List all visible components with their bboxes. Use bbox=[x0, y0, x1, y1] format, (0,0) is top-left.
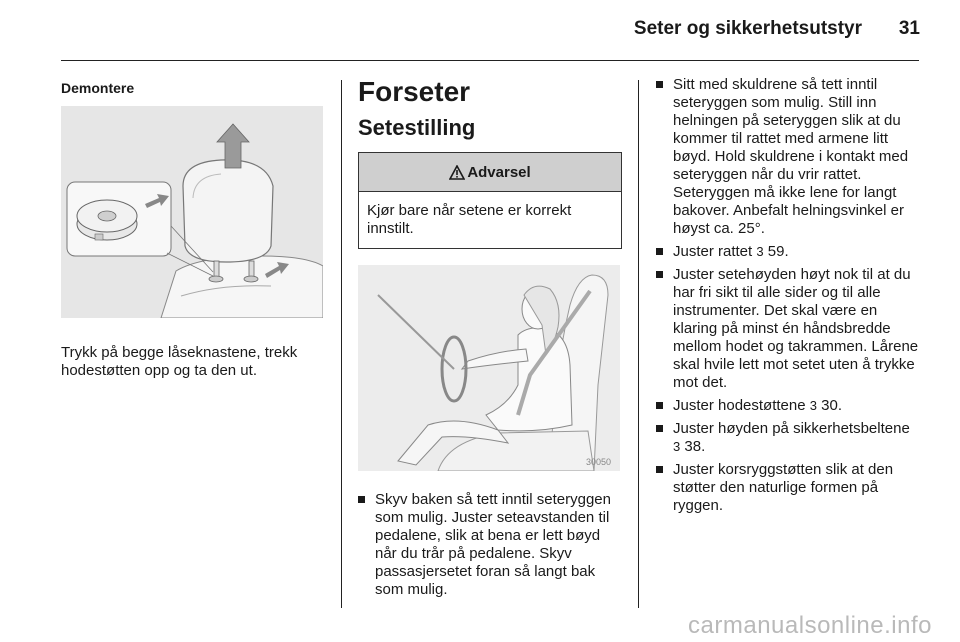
demontere-heading: Demontere bbox=[61, 80, 135, 96]
warning-header bbox=[359, 153, 621, 192]
page-reference[interactable]: 30. bbox=[821, 397, 843, 414]
right-bullet-list bbox=[656, 76, 920, 515]
header-title: Seter og sikkerhetsutstyr bbox=[633, 18, 862, 39]
warning-triangle-icon bbox=[449, 165, 465, 180]
watermark: carmanualsonline.info bbox=[688, 612, 932, 639]
header-rule bbox=[61, 60, 919, 61]
seating-position-illustration bbox=[358, 265, 620, 471]
figure-label: 30050 bbox=[586, 457, 612, 467]
driver-seating-drawing bbox=[358, 265, 620, 471]
list-item bbox=[656, 397, 920, 415]
list-item-text: Juster korsryggstøtten slik at den støtter den naturlige formen på ryggen. bbox=[673, 461, 894, 514]
page-reference-icon[interactable]: 3 bbox=[756, 244, 764, 259]
list-item bbox=[656, 266, 920, 392]
left-column bbox=[61, 80, 326, 380]
column-divider-1 bbox=[341, 80, 342, 608]
bullet-icon bbox=[656, 271, 663, 278]
warning-box bbox=[358, 152, 622, 249]
section-title: Forseter bbox=[358, 76, 471, 107]
list-item-text: Juster hodestøttene bbox=[673, 397, 810, 414]
list-item bbox=[656, 461, 920, 515]
headrest-illustration bbox=[61, 106, 323, 318]
list-item-text: Juster rattet bbox=[673, 243, 757, 260]
page-reference[interactable]: 59. bbox=[767, 243, 789, 260]
list-item bbox=[358, 491, 623, 599]
list-item-text: Juster setehøyden høyt nok til at du har fri sikt til alle sider og til alle instrumenter. Det skal være en klaring på minst én håndsbredde mellom hodet og takrammen. Lårene skal hvile lett mot setet uten å trykke mot det. bbox=[673, 266, 919, 391]
list-item-text: Skyv baken så tett inntil seteryggen som mulig. Juster seteavstanden til pedalene, slik at bena er lett bøyd når du trår på pedalene. Skyv passasjersetet foran så langt bak som mulig. bbox=[375, 491, 611, 598]
bullet-icon bbox=[656, 402, 663, 409]
list-item bbox=[656, 420, 920, 456]
bullet-icon bbox=[656, 466, 663, 473]
bullet-icon bbox=[656, 248, 663, 255]
right-column bbox=[656, 76, 920, 520]
page-reference[interactable]: 38. bbox=[684, 438, 706, 455]
page-number: 31 bbox=[898, 18, 920, 39]
middle-bullet-list bbox=[358, 491, 623, 599]
column-divider-2 bbox=[638, 80, 639, 608]
page-reference-icon[interactable]: 3 bbox=[673, 439, 681, 454]
headrest-removal-drawing bbox=[61, 106, 323, 318]
subsection-title: Setestilling bbox=[358, 115, 476, 140]
bullet-icon bbox=[358, 496, 365, 503]
list-item-text: Sitt med skuldrene så tett inntil seteryggen som mulig. Still inn helningen på seteryggen slik at du kommer til rattet med armene litt bøyd. Hold skuldrene i kontakt med seteryggen når du vrir rattet. Seteryggen må ikke lene for langt bakover. Anbefalt helningsvinkel er høyst ca. 25°. bbox=[673, 76, 909, 237]
bullet-icon bbox=[656, 425, 663, 432]
warning-title: Advarsel bbox=[467, 163, 531, 181]
list-item bbox=[656, 76, 920, 238]
list-item-text: Juster høyden på sikkerhetsbeltene bbox=[673, 420, 910, 437]
page-reference-icon[interactable]: 3 bbox=[809, 398, 817, 413]
bullet-icon bbox=[656, 81, 663, 88]
warning-text: Kjør bare når setene er korrekt innstilt. bbox=[367, 202, 572, 237]
demontere-caption: Trykk på begge låseknastene, trekk hodestøtten opp og ta den ut. bbox=[61, 344, 298, 379]
list-item bbox=[656, 243, 920, 261]
middle-column bbox=[358, 76, 623, 604]
